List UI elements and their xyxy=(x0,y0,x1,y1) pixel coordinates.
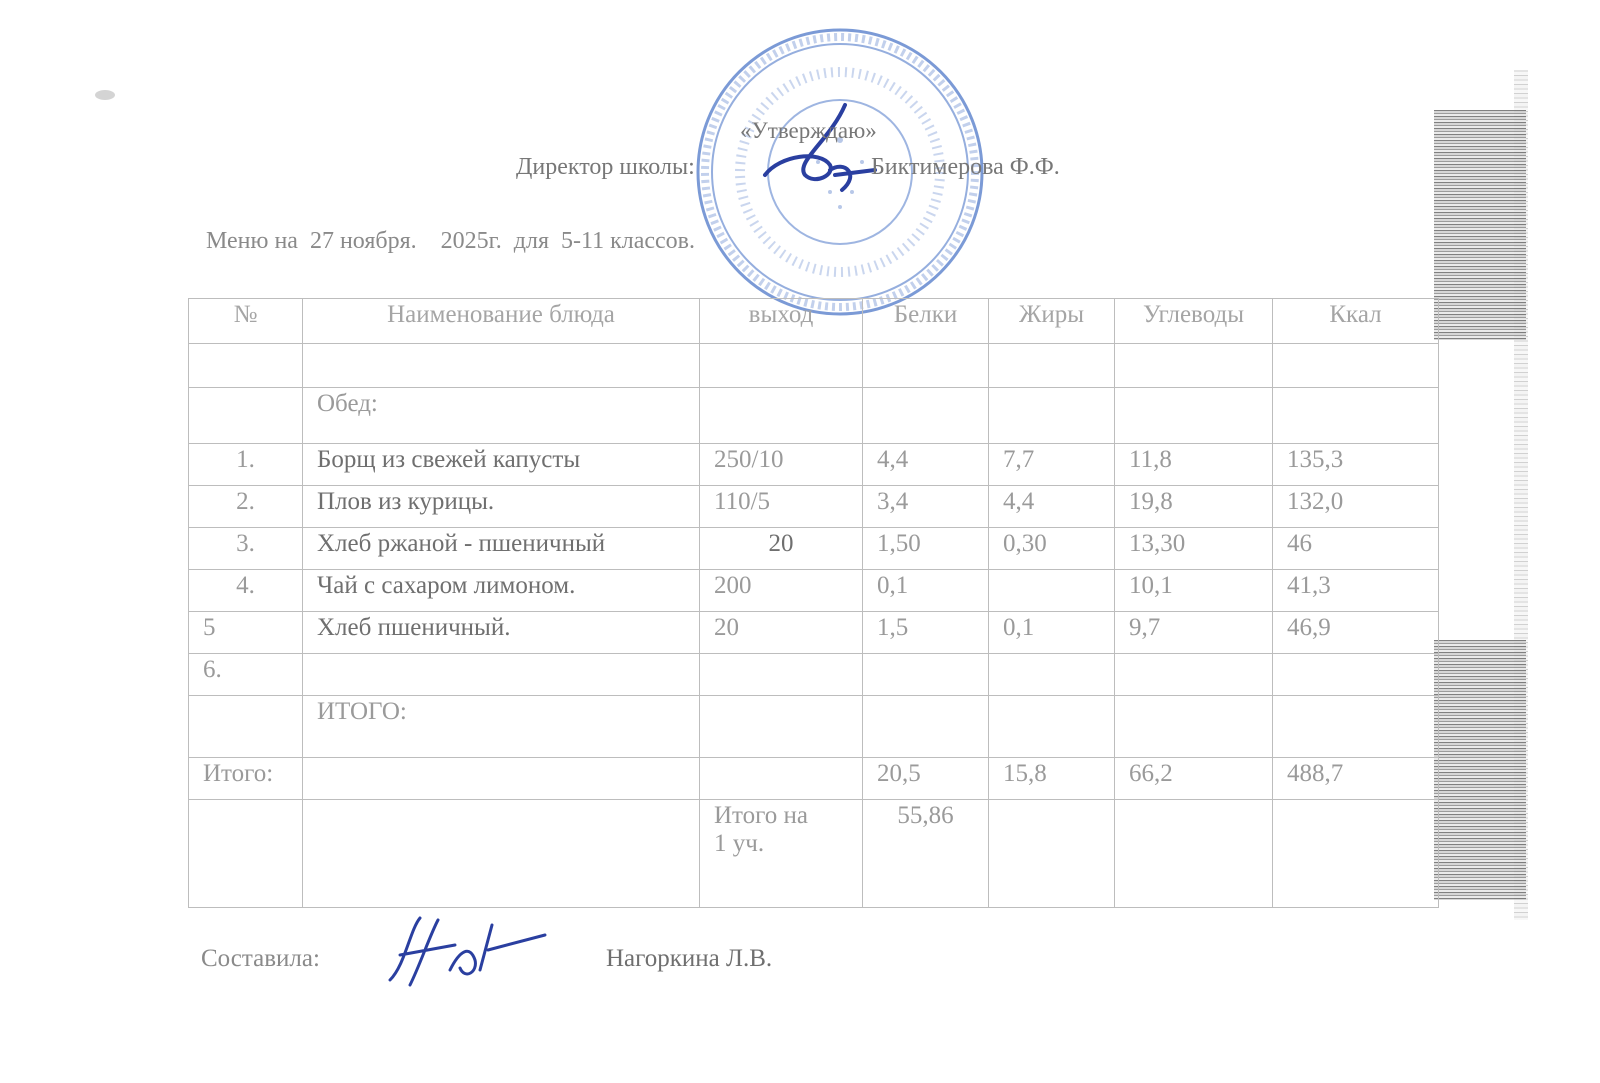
table-cell xyxy=(1273,654,1439,696)
table-cell: 46,9 xyxy=(1273,612,1439,654)
table-cell: 132,0 xyxy=(1273,486,1439,528)
table-cell: 135,3 xyxy=(1273,444,1439,486)
table-cell: 250/10 xyxy=(700,444,863,486)
table-cell: 10,1 xyxy=(1115,570,1273,612)
table-cell xyxy=(700,388,863,444)
header-cell: выход xyxy=(700,299,863,344)
compiled-label: Составила: xyxy=(201,945,320,972)
table-cell xyxy=(863,388,989,444)
table-cell: 0,30 xyxy=(989,528,1115,570)
table-cell: 13,30 xyxy=(1115,528,1273,570)
table-cell xyxy=(1273,696,1439,758)
table-cell: 1. xyxy=(189,444,303,486)
table-cell xyxy=(1115,388,1273,444)
table-cell xyxy=(989,570,1115,612)
table-cell: Чай с сахаром лимоном. xyxy=(303,570,700,612)
table-cell: 7,7 xyxy=(989,444,1115,486)
approve-heading: «Утверждаю» xyxy=(740,118,877,143)
table-cell xyxy=(989,800,1115,908)
table-cell: 1,50 xyxy=(863,528,989,570)
table-cell: Хлеб ржаной - пшеничный xyxy=(303,528,700,570)
table-cell xyxy=(189,388,303,444)
table-cell: 66,2 xyxy=(1115,758,1273,800)
scan-noise-bottom xyxy=(1434,640,1526,900)
table-cell: 6. xyxy=(189,654,303,696)
director-signature xyxy=(760,100,880,200)
table-cell: 20,5 xyxy=(863,758,989,800)
table-row xyxy=(189,388,1439,444)
table-cell: 9,7 xyxy=(1115,612,1273,654)
table-cell xyxy=(1115,800,1273,908)
header-cell: Наименование блюда xyxy=(303,299,700,344)
table-row xyxy=(189,696,1439,758)
table-cell xyxy=(303,344,700,388)
table-cell: 0,1 xyxy=(989,612,1115,654)
table-cell: 11,8 xyxy=(1115,444,1273,486)
table-row xyxy=(189,528,1439,570)
table-cell: 0,1 xyxy=(863,570,989,612)
table-cell xyxy=(189,344,303,388)
table-cell: 15,8 xyxy=(989,758,1115,800)
table-cell: Плов из курицы. xyxy=(303,486,700,528)
table-cell: 19,8 xyxy=(1115,486,1273,528)
table-cell: 3,4 xyxy=(863,486,989,528)
table-cell: 20 xyxy=(700,528,863,570)
table-cell: 200 xyxy=(700,570,863,612)
table-cell: Итого: xyxy=(189,758,303,800)
table-header-row xyxy=(189,299,1439,344)
table-cell xyxy=(989,344,1115,388)
table-cell: 20 xyxy=(700,612,863,654)
header-cell: Белки xyxy=(863,299,989,344)
table-row xyxy=(189,612,1439,654)
per-student-label xyxy=(700,800,863,908)
table-row-per-student xyxy=(189,800,1439,908)
table-row xyxy=(189,344,1439,388)
table-cell xyxy=(989,696,1115,758)
table-cell: 41,3 xyxy=(1273,570,1439,612)
table-cell: Борщ из свежей капусты xyxy=(303,444,700,486)
table-cell: ИТОГО: xyxy=(303,696,700,758)
table-cell xyxy=(303,758,700,800)
table-cell: 488,7 xyxy=(1273,758,1439,800)
table-cell xyxy=(1115,654,1273,696)
table-cell: 2. xyxy=(189,486,303,528)
table-cell xyxy=(863,654,989,696)
compiler-name: Нагоркина Л.В. xyxy=(606,945,773,972)
table-cell xyxy=(189,800,303,908)
table-row xyxy=(189,654,1439,696)
table-cell: 4,4 xyxy=(989,486,1115,528)
scan-speck xyxy=(95,90,115,100)
table-cell: 46 xyxy=(1273,528,1439,570)
table-cell xyxy=(1273,388,1439,444)
table-cell xyxy=(700,696,863,758)
table-cell xyxy=(1273,800,1439,908)
table-cell xyxy=(303,654,700,696)
table-cell: 3. xyxy=(189,528,303,570)
table-cell xyxy=(700,344,863,388)
header-cell: Ккал xyxy=(1273,299,1439,344)
table-row xyxy=(189,444,1439,486)
table-cell: 1,5 xyxy=(863,612,989,654)
table-cell xyxy=(1115,696,1273,758)
table-cell xyxy=(863,344,989,388)
table-cell: 110/5 xyxy=(700,486,863,528)
table-row xyxy=(189,570,1439,612)
menu-table xyxy=(188,298,1439,908)
table-cell xyxy=(700,758,863,800)
table-cell xyxy=(863,696,989,758)
menu-title: Меню на 27 ноября. 2025г. для 5-11 классов. xyxy=(206,228,696,254)
table-cell xyxy=(989,388,1115,444)
table-cell: 4. xyxy=(189,570,303,612)
scan-noise-top xyxy=(1434,110,1526,340)
director-line xyxy=(516,154,1060,181)
header-cell: № xyxy=(189,299,303,344)
header-cell: Жиры xyxy=(989,299,1115,344)
per-student-label-line1: Итого на xyxy=(714,802,809,829)
table-cell xyxy=(1115,344,1273,388)
table-cell: Хлеб пшеничный. xyxy=(303,612,700,654)
table-cell: 4,4 xyxy=(863,444,989,486)
table-cell xyxy=(1273,344,1439,388)
director-name: Биктимерова Ф.Ф. xyxy=(871,154,1060,180)
per-student-value: 55,86 xyxy=(863,800,989,908)
table-cell xyxy=(989,654,1115,696)
table-row xyxy=(189,486,1439,528)
per-student-label-line2: 1 уч. xyxy=(714,830,765,857)
director-label: Директор школы: xyxy=(516,154,695,180)
table-cell: 5 xyxy=(189,612,303,654)
table-cell: Обед: xyxy=(303,388,700,444)
header-cell: Углеводы xyxy=(1115,299,1273,344)
table-cell xyxy=(303,800,700,908)
table-row xyxy=(189,758,1439,800)
table-cell xyxy=(189,696,303,758)
compiler-signature xyxy=(380,910,550,990)
table-cell xyxy=(700,654,863,696)
